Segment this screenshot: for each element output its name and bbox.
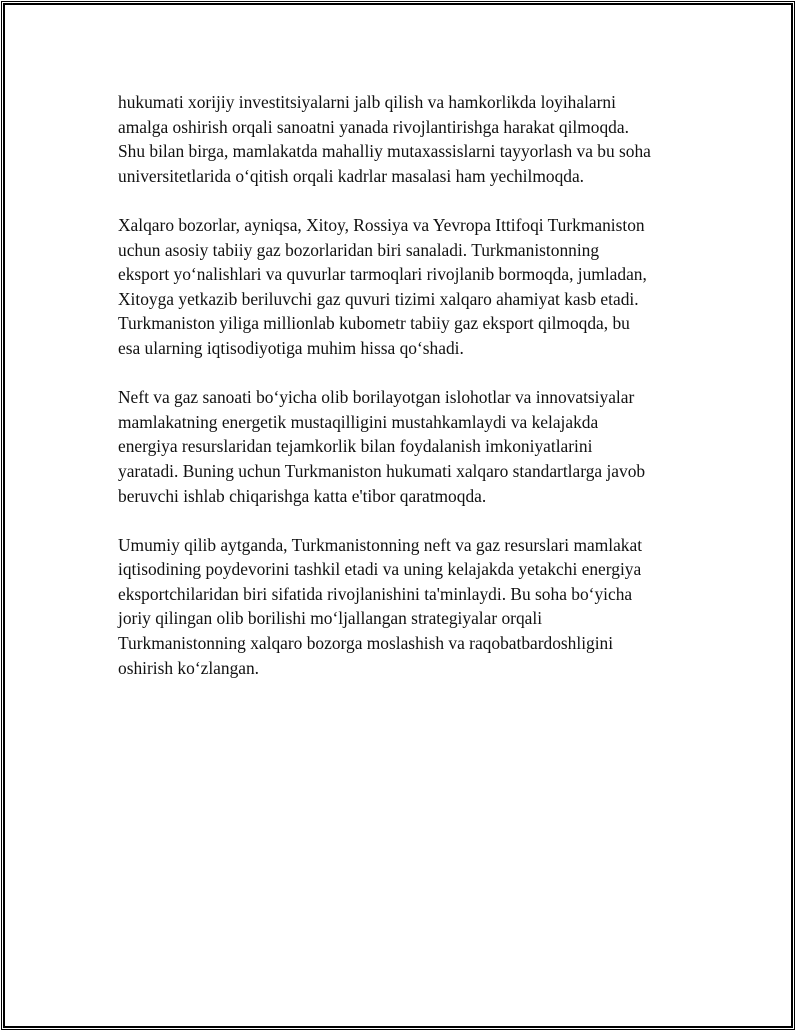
paragraph-1: [118, 90, 698, 188]
text-line: Xalqaro bozorlar, ayniqsa, Xitoy, Rossiya va Yevropa Ittifoqi Turkmaniston: [118, 214, 645, 235]
text-line: energiya resurslaridan tejamkorlik bilan foydalanish imkoniyatlarini: [118, 436, 593, 457]
paragraph-3: [118, 385, 698, 508]
text-line: beruvchi ishlab chiqarishga katta e'tibor qaratmoqda.: [118, 485, 487, 506]
text-line: esa ularning iqtisodiyotiga muhim hissa qo‘shadi.: [118, 337, 464, 358]
text-line: mamlakatning energetik mustaqilligini mustahkamlaydi va kelajakda: [118, 411, 599, 432]
text-line: uchun asosiy tabiiy gaz bozorlaridan biri sanaladi. Turkmanistonning: [118, 239, 600, 260]
text-line: Neft va gaz sanoati bo‘yicha olib borilayotgan islohotlar va innovatsiyalar: [118, 387, 635, 408]
document-body: [118, 90, 698, 705]
text-line: Shu bilan birga, mamlakatda mahalliy mutaxassislarni tayyorlash va bu soha: [118, 141, 651, 162]
text-line: Umumiy qilib aytganda, Turkmanistonning neft va gaz resurslari mamlakat: [118, 534, 643, 555]
text-line: Turkmaniston yiliga millionlab kubometr tabiiy gaz eksport qilmoqda, bu: [118, 313, 630, 334]
text-line: hukumati xorijiy investitsiyalarni jalb qilish va hamkorlikda loyihalarni: [118, 92, 616, 112]
text-line: Turkmanistonning xalqaro bozorga moslashish va raqobatbardoshligini: [118, 633, 614, 654]
text-line: joriy qilingan olib borilishi mo‘ljallangan strategiyalar orqali: [118, 608, 543, 629]
text-line: eksport yo‘nalishlari va quvurlar tarmoqlari rivojlanib bormoqda, jumladan,: [118, 264, 647, 285]
text-line: eksportchilaridan biri sifatida rivojlanishini ta'minlaydi. Bu soha bo‘yicha: [118, 583, 633, 604]
paragraph-4: [118, 533, 698, 681]
text-line: yaratadi. Buning uchun Turkmaniston hukumati xalqaro standartlarga javob: [118, 460, 646, 481]
text-line: oshirish ko‘zlangan.: [118, 657, 260, 678]
paragraph-2: [118, 213, 698, 361]
text-line: Xitoyga yetkazib beriluvchi gaz quvuri tizimi xalqaro ahamiyat kasb etadi.: [118, 288, 639, 309]
text-line: amalga oshirish orqali sanoatni yanada rivojlantirishga harakat qilmoqda.: [118, 116, 629, 137]
text-line: universitetlarida o‘qitish orqali kadrlar masalasi ham yechilmoqda.: [118, 165, 585, 186]
text-line: iqtisodining poydevorini tashkil etadi va uning kelajakda yetakchi energiya: [118, 559, 642, 580]
